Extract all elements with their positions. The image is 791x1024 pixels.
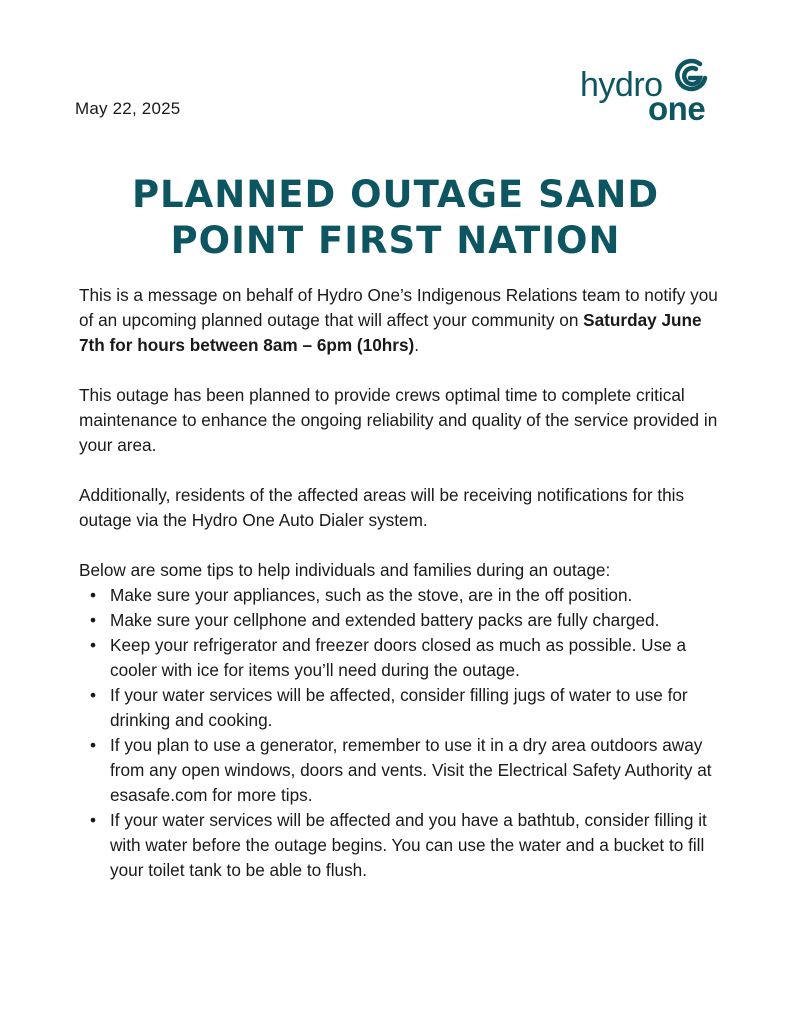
intro-text: This is a message on behalf of Hydro One’s Indigenous Relations team to notify you of an upcoming planned outage that will affect your community on [79, 285, 718, 330]
outage-date-highlight: Saturday June 7th for hours between 8am – 6pm (10hrs) [79, 310, 702, 355]
bullet-icon: • [90, 635, 97, 655]
document-date: May 22, 2025 [75, 99, 181, 118]
notification-paragraph: Additionally, residents of the affected areas will be receiving notifications for this outage via the Hydro One Auto Dialer system. [79, 485, 685, 530]
list-item [90, 583, 729, 608]
page-title [0, 172, 791, 264]
intro-paragraph [79, 283, 729, 358]
list-item [90, 608, 729, 633]
intro-end: . [414, 335, 420, 355]
tip-text: Keep your refrigerator and freezer doors closed as much as possible. Use a cooler with ice for items you’ll need during the outage. [110, 635, 687, 680]
maintenance-paragraph: This outage has been planned to provide crews optimal time to complete critical maintenance to enhance the ongoing reliability and quality of the service provided in your area. [79, 385, 718, 455]
list-item [90, 633, 729, 683]
bullet-icon: • [90, 810, 97, 830]
tips-list [79, 583, 729, 883]
bullet-icon: • [90, 735, 97, 755]
bullet-icon: • [90, 585, 97, 605]
title-line-2: POINT FIRST NATION [170, 219, 621, 262]
list-item [90, 683, 729, 733]
logo-word-one: one [648, 90, 706, 127]
title-line-1: PLANNED OUTAGE SAND [131, 173, 660, 216]
letter-body [79, 283, 729, 883]
bullet-icon: • [90, 685, 97, 705]
hydro-one-swirl-icon [672, 56, 712, 96]
tip-text: If your water services will be affected and you have a bathtub, consider filling it with water before the outage begins. You can use the water and a bucket to fill your toilet tank to be able to flush. [110, 810, 707, 880]
bullet-icon: • [90, 610, 97, 630]
logo-word-hydro: hydro [580, 66, 663, 104]
tip-text: If your water services will be affected, consider filling jugs of water to use for drinking and cooking. [110, 685, 688, 730]
list-item [90, 808, 729, 883]
tip-text: Make sure your cellphone and extended battery packs are fully charged. [110, 610, 660, 630]
tip-text: If you plan to use a generator, remember to use it in a dry area outdoors away from any open windows, doors and vents. Visit the Electrical Safety Authority at esasafe.com for more tips. [110, 735, 712, 805]
hydro-one-logo [578, 56, 718, 128]
tip-text: Make sure your appliances, such as the stove, are in the off position. [110, 585, 633, 605]
tips-intro: Below are some tips to help individuals and families during an outage: [79, 560, 611, 580]
list-item [90, 733, 729, 808]
